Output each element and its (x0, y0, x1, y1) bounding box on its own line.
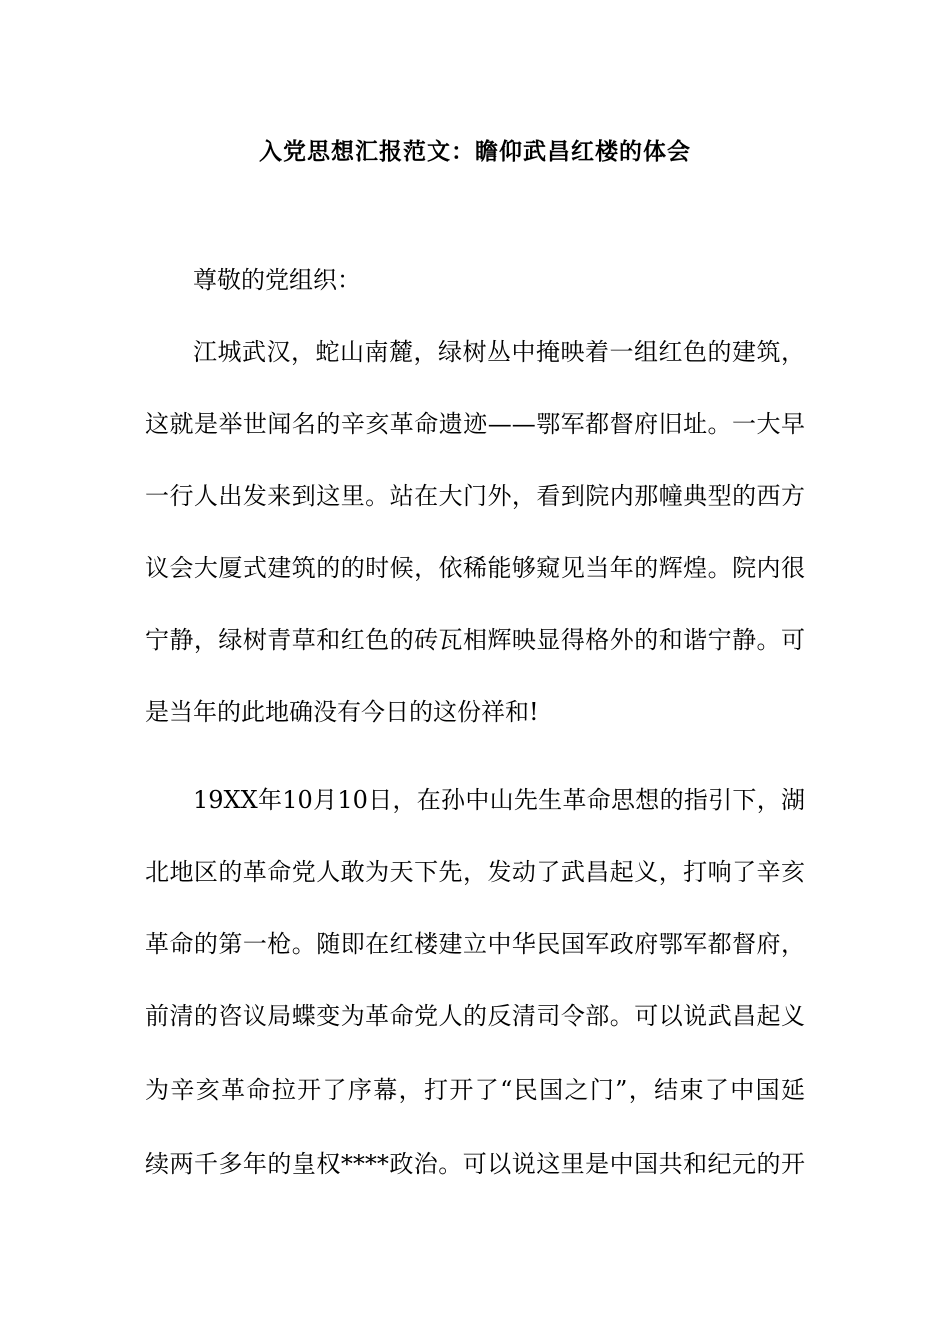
paragraph-2-line-5: 为辛亥革命拉开了序幕，打开了“民国之门”，结束了中国延 (145, 1076, 805, 1104)
paragraph-2-line-4: 前清的咨议局蝶变为革命党人的反清司令部。可以说武昌起义 (145, 1002, 805, 1030)
paragraph-1-line-1: 江城武汉，蛇山南麓，绿树丛中掩映着一组红色的建筑， (193, 338, 805, 366)
paragraph-2-line-6: 续两千多年的皇权****政治。可以说这里是中国共和纪元的开 (145, 1150, 805, 1178)
paragraph-1-line-4: 议会大厦式建筑的的时候，依稀能够窥见当年的辉煌。院内很 (145, 554, 805, 582)
paragraph-1-line-2: 这就是举世闻名的辛亥革命遗迹——鄂军都督府旧址。一大早 (145, 410, 805, 438)
paragraph-2-line-1: 19XX年10月10日，在孙中山先生革命思想的指引下，湖 (193, 786, 805, 814)
paragraph-1-line-3: 一行人出发来到这里。站在大门外，看到院内那幢典型的西方 (145, 482, 805, 510)
paragraph-1-line-5: 宁静，绿树青草和红色的砖瓦相辉映显得格外的和谐宁静。可 (145, 626, 805, 654)
salutation: 尊敬的党组织： (193, 266, 361, 294)
paragraph-1-line-6: 是当年的此地确没有今日的这份祥和! (145, 698, 539, 726)
paragraph-2-line-3: 革命的第一枪。随即在红楼建立中华民国军政府鄂军都督府， (145, 930, 805, 958)
document-title: 入党思想汇报范文：瞻仰武昌红楼的体会 (259, 138, 691, 165)
paragraph-2-line-2: 北地区的革命党人敢为天下先，发动了武昌起义，打响了辛亥 (145, 858, 805, 886)
